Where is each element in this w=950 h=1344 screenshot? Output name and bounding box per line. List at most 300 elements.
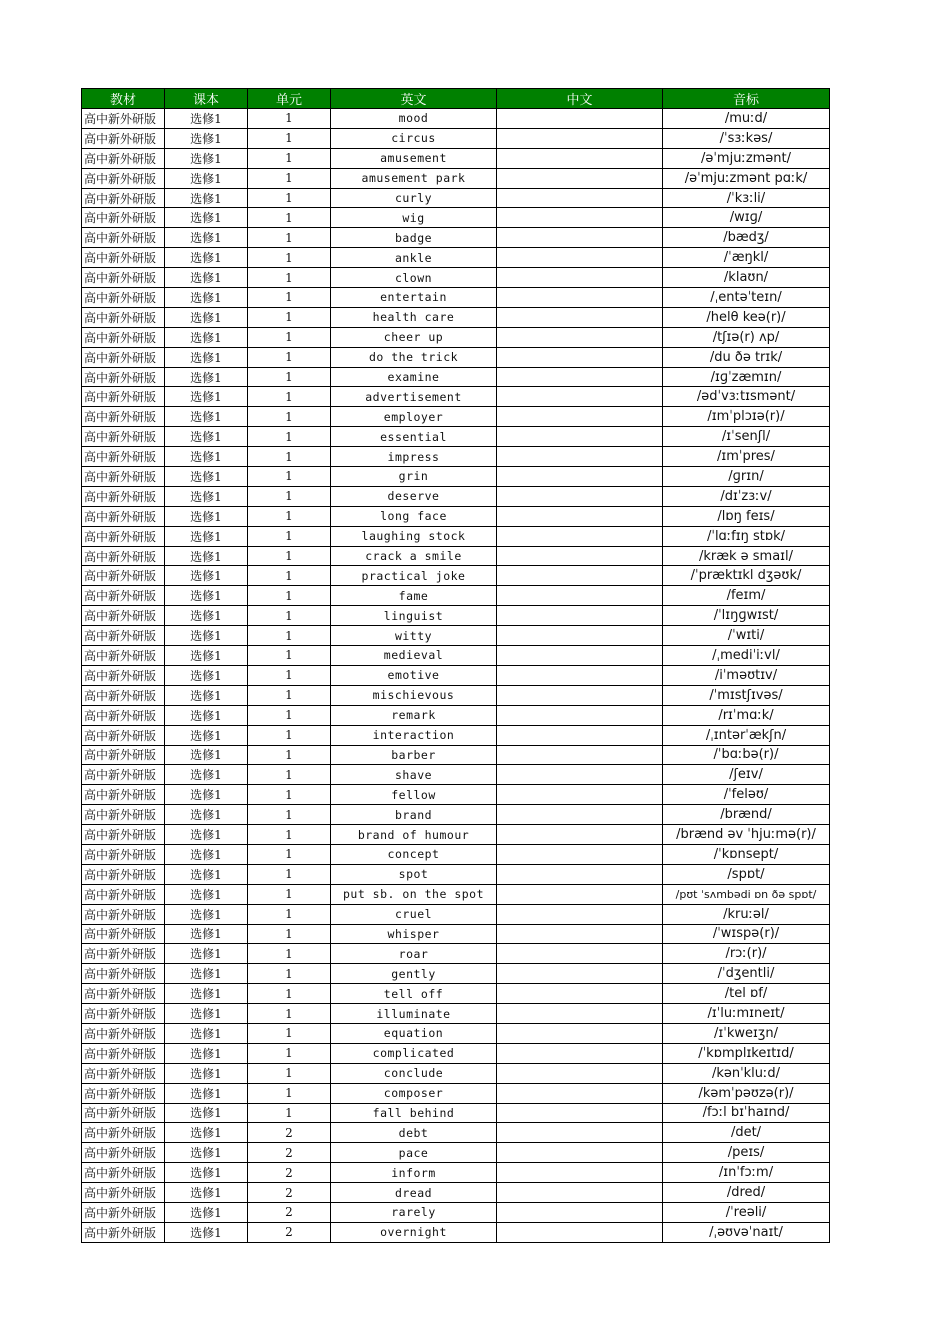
cell-english: amusement: [331, 148, 497, 168]
cell-phonetic: /wɪɡ/: [663, 208, 830, 228]
cell-english: examine: [331, 367, 497, 387]
cell-chinese: [497, 944, 663, 964]
table-row: [82, 1123, 830, 1143]
cell-chinese: [497, 128, 663, 148]
cell-phonetic: /ˈwɪti/: [663, 626, 830, 646]
cell-english: fame: [331, 586, 497, 606]
cell-english: composer: [331, 1083, 497, 1103]
cell-english: linguist: [331, 606, 497, 626]
cell-phonetic: /ˈlɑːfɪŋ stɒk/: [663, 526, 830, 546]
cell-english: remark: [331, 705, 497, 725]
table-row: [82, 387, 830, 407]
cell-phonetic: /brænd əv ˈhjuːmə(r)/: [663, 825, 830, 845]
cell-volume: 选修1: [165, 248, 248, 268]
cell-phonetic: /ˈreəli/: [663, 1202, 830, 1222]
cell-chinese: [497, 168, 663, 188]
cell-volume: 选修1: [165, 188, 248, 208]
cell-unit: 1: [248, 805, 331, 825]
table-row: [82, 1063, 830, 1083]
cell-unit: 1: [248, 248, 331, 268]
cell-volume: 选修1: [165, 168, 248, 188]
cell-unit: 1: [248, 1043, 331, 1063]
cell-unit: 1: [248, 427, 331, 447]
cell-english: long face: [331, 506, 497, 526]
cell-phonetic: /kræk ə smaɪl/: [663, 546, 830, 566]
cell-english: fellow: [331, 785, 497, 805]
cell-textbook: 高中新外研版: [82, 904, 165, 924]
table-row: [82, 646, 830, 666]
cell-chinese: [497, 1063, 663, 1083]
cell-phonetic: /tʃɪə(r) ʌp/: [663, 327, 830, 347]
table-row: [82, 944, 830, 964]
cell-phonetic: /ˈsɜːkəs/: [663, 128, 830, 148]
cell-textbook: 高中新外研版: [82, 427, 165, 447]
table-row: [82, 347, 830, 367]
table-row: [82, 467, 830, 487]
cell-volume: 选修1: [165, 288, 248, 308]
table-row: [82, 228, 830, 248]
cell-chinese: [497, 566, 663, 586]
table-row: [82, 904, 830, 924]
cell-unit: 1: [248, 606, 331, 626]
cell-chinese: [497, 327, 663, 347]
cell-chinese: [497, 307, 663, 327]
cell-chinese: [497, 1163, 663, 1183]
cell-chinese: [497, 964, 663, 984]
cell-chinese: [497, 1183, 663, 1203]
table-row: [82, 1043, 830, 1063]
cell-phonetic: /ˈdʒentli/: [663, 964, 830, 984]
table-row: [82, 586, 830, 606]
cell-chinese: [497, 228, 663, 248]
cell-phonetic: /ɪɡˈzæmɪn/: [663, 367, 830, 387]
cell-unit: 2: [248, 1163, 331, 1183]
cell-volume: 选修1: [165, 526, 248, 546]
cell-textbook: 高中新外研版: [82, 765, 165, 785]
cell-phonetic: /ɪˈkweɪʒn/: [663, 1023, 830, 1043]
table-row: [82, 367, 830, 387]
cell-volume: 选修1: [165, 506, 248, 526]
cell-textbook: 高中新外研版: [82, 128, 165, 148]
cell-textbook: 高中新外研版: [82, 307, 165, 327]
cell-english: pace: [331, 1143, 497, 1163]
table-row: [82, 128, 830, 148]
cell-chinese: [497, 248, 663, 268]
cell-volume: 选修1: [165, 467, 248, 487]
cell-chinese: [497, 109, 663, 129]
cell-volume: 选修1: [165, 347, 248, 367]
cell-unit: 2: [248, 1183, 331, 1203]
cell-chinese: [497, 1023, 663, 1043]
table-row: [82, 526, 830, 546]
cell-volume: 选修1: [165, 785, 248, 805]
table-row: [82, 705, 830, 725]
cell-chinese: [497, 984, 663, 1004]
cell-unit: 1: [248, 944, 331, 964]
cell-unit: 1: [248, 486, 331, 506]
cell-phonetic: /ɪˈluːmɪneɪt/: [663, 1004, 830, 1024]
cell-chinese: [497, 745, 663, 765]
cell-textbook: 高中新外研版: [82, 546, 165, 566]
cell-volume: 选修1: [165, 745, 248, 765]
cell-textbook: 高中新外研版: [82, 1004, 165, 1024]
cell-volume: 选修1: [165, 924, 248, 944]
cell-volume: 选修1: [165, 685, 248, 705]
cell-textbook: 高中新外研版: [82, 407, 165, 427]
cell-textbook: 高中新外研版: [82, 1123, 165, 1143]
cell-english: essential: [331, 427, 497, 447]
cell-textbook: 高中新外研版: [82, 168, 165, 188]
table-row: [82, 486, 830, 506]
cell-chinese: [497, 1083, 663, 1103]
cell-chinese: [497, 467, 663, 487]
cell-english: emotive: [331, 665, 497, 685]
cell-textbook: 高中新外研版: [82, 586, 165, 606]
cell-english: roar: [331, 944, 497, 964]
table-row: [82, 685, 830, 705]
cell-volume: 选修1: [165, 566, 248, 586]
cell-phonetic: /dɪˈzɜːv/: [663, 486, 830, 506]
table-row: [82, 546, 830, 566]
cell-phonetic: /muːd/: [663, 109, 830, 129]
cell-volume: 选修1: [165, 1004, 248, 1024]
cell-volume: 选修1: [165, 725, 248, 745]
cell-textbook: 高中新外研版: [82, 665, 165, 685]
cell-volume: 选修1: [165, 268, 248, 288]
cell-unit: 1: [248, 168, 331, 188]
cell-english: illuminate: [331, 1004, 497, 1024]
cell-unit: 1: [248, 307, 331, 327]
cell-phonetic: /brænd/: [663, 805, 830, 825]
cell-chinese: [497, 805, 663, 825]
cell-phonetic: /kəmˈpəʊzə(r)/: [663, 1083, 830, 1103]
cell-english: tell off: [331, 984, 497, 1004]
cell-unit: 1: [248, 268, 331, 288]
cell-english: mischievous: [331, 685, 497, 705]
cell-volume: 选修1: [165, 208, 248, 228]
cell-unit: 1: [248, 128, 331, 148]
cell-english: crack a smile: [331, 546, 497, 566]
cell-volume: 选修1: [165, 546, 248, 566]
cell-volume: 选修1: [165, 307, 248, 327]
table-row: [82, 168, 830, 188]
cell-unit: 1: [248, 1083, 331, 1103]
cell-volume: 选修1: [165, 1163, 248, 1183]
cell-volume: 选修1: [165, 427, 248, 447]
cell-unit: 1: [248, 984, 331, 1004]
cell-english: clown: [331, 268, 497, 288]
cell-unit: 1: [248, 864, 331, 884]
table-row: [82, 1023, 830, 1043]
cell-english: gently: [331, 964, 497, 984]
cell-volume: 选修1: [165, 109, 248, 129]
table-row: [82, 805, 830, 825]
cell-textbook: 高中新外研版: [82, 1163, 165, 1183]
cell-unit: 1: [248, 148, 331, 168]
cell-phonetic: /ˌentəˈteɪn/: [663, 288, 830, 308]
cell-english: dread: [331, 1183, 497, 1203]
cell-phonetic: /feɪm/: [663, 586, 830, 606]
table-row: [82, 725, 830, 745]
cell-unit: 1: [248, 626, 331, 646]
cell-english: advertisement: [331, 387, 497, 407]
cell-phonetic: /ɪnˈfɔːm/: [663, 1163, 830, 1183]
cell-unit: 1: [248, 526, 331, 546]
header-phonetic: 音标: [663, 89, 830, 109]
cell-volume: 选修1: [165, 805, 248, 825]
table-row: [82, 765, 830, 785]
cell-textbook: 高中新外研版: [82, 486, 165, 506]
cell-volume: 选修1: [165, 705, 248, 725]
cell-volume: 选修1: [165, 1063, 248, 1083]
cell-chinese: [497, 864, 663, 884]
cell-textbook: 高中新外研版: [82, 228, 165, 248]
table-row: [82, 1143, 830, 1163]
cell-volume: 选修1: [165, 864, 248, 884]
cell-unit: 1: [248, 1023, 331, 1043]
table-row: [82, 188, 830, 208]
cell-unit: 1: [248, 646, 331, 666]
cell-textbook: 高中新外研版: [82, 864, 165, 884]
cell-unit: 1: [248, 387, 331, 407]
cell-chinese: [497, 924, 663, 944]
cell-unit: 1: [248, 546, 331, 566]
cell-english: do the trick: [331, 347, 497, 367]
cell-textbook: 高中新外研版: [82, 725, 165, 745]
cell-phonetic: /helθ keə(r)/: [663, 307, 830, 327]
cell-english: barber: [331, 745, 497, 765]
cell-english: practical joke: [331, 566, 497, 586]
cell-english: inform: [331, 1163, 497, 1183]
cell-textbook: 高中新外研版: [82, 984, 165, 1004]
cell-unit: 1: [248, 447, 331, 467]
cell-textbook: 高中新外研版: [82, 825, 165, 845]
cell-textbook: 高中新外研版: [82, 367, 165, 387]
cell-volume: 选修1: [165, 1143, 248, 1163]
cell-phonetic: /fɔːl bɪˈhaɪnd/: [663, 1103, 830, 1123]
cell-phonetic: /spɒt/: [663, 864, 830, 884]
header-row: [82, 89, 830, 109]
cell-unit: 1: [248, 705, 331, 725]
cell-phonetic: /kruːəl/: [663, 904, 830, 924]
cell-phonetic: /tel ɒf/: [663, 984, 830, 1004]
cell-textbook: 高中新外研版: [82, 327, 165, 347]
cell-phonetic: /ɪˈsenʃl/: [663, 427, 830, 447]
table-row: [82, 745, 830, 765]
cell-textbook: 高中新外研版: [82, 148, 165, 168]
table-row: [82, 447, 830, 467]
cell-volume: 选修1: [165, 1183, 248, 1203]
cell-phonetic: /rɔː(r)/: [663, 944, 830, 964]
table-row: [82, 407, 830, 427]
cell-phonetic: /ˈmɪstʃɪvəs/: [663, 685, 830, 705]
cell-english: cheer up: [331, 327, 497, 347]
cell-english: brand: [331, 805, 497, 825]
cell-chinese: [497, 586, 663, 606]
cell-volume: 选修1: [165, 387, 248, 407]
cell-english: brand of humour: [331, 825, 497, 845]
table-row: [82, 1202, 830, 1222]
cell-unit: 2: [248, 1202, 331, 1222]
cell-unit: 2: [248, 1143, 331, 1163]
cell-phonetic: /ɡrɪn/: [663, 467, 830, 487]
cell-phonetic: /ˈkɒnsept/: [663, 844, 830, 864]
table-row: [82, 1103, 830, 1123]
cell-phonetic: /klaʊn/: [663, 268, 830, 288]
cell-english: grin: [331, 467, 497, 487]
cell-volume: 选修1: [165, 984, 248, 1004]
cell-volume: 选修1: [165, 128, 248, 148]
cell-phonetic: /ˈkɒmplɪkeɪtɪd/: [663, 1043, 830, 1063]
cell-chinese: [497, 725, 663, 745]
cell-unit: 1: [248, 844, 331, 864]
cell-textbook: 高中新外研版: [82, 109, 165, 129]
cell-english: medieval: [331, 646, 497, 666]
table-row: [82, 964, 830, 984]
cell-chinese: [497, 1103, 663, 1123]
cell-phonetic: /ˈlɪŋɡwɪst/: [663, 606, 830, 626]
cell-volume: 选修1: [165, 844, 248, 864]
cell-unit: 1: [248, 347, 331, 367]
cell-chinese: [497, 526, 663, 546]
cell-unit: 2: [248, 1123, 331, 1143]
cell-unit: 1: [248, 407, 331, 427]
cell-volume: 选修1: [165, 148, 248, 168]
cell-unit: 1: [248, 288, 331, 308]
cell-chinese: [497, 367, 663, 387]
cell-volume: 选修1: [165, 327, 248, 347]
table-row: [82, 884, 830, 904]
cell-unit: 1: [248, 725, 331, 745]
cell-volume: 选修1: [165, 646, 248, 666]
cell-unit: 1: [248, 964, 331, 984]
cell-textbook: 高中新外研版: [82, 188, 165, 208]
cell-phonetic: /du ðə trɪk/: [663, 347, 830, 367]
cell-textbook: 高中新外研版: [82, 745, 165, 765]
cell-volume: 选修1: [165, 626, 248, 646]
table-row: [82, 566, 830, 586]
table-row: [82, 924, 830, 944]
cell-english: mood: [331, 109, 497, 129]
cell-unit: 1: [248, 685, 331, 705]
cell-volume: 选修1: [165, 586, 248, 606]
header-english: 英文: [331, 89, 497, 109]
cell-volume: 选修1: [165, 825, 248, 845]
cell-chinese: [497, 785, 663, 805]
table-row: [82, 785, 830, 805]
cell-english: overnight: [331, 1222, 497, 1242]
header-volume: 课本: [165, 89, 248, 109]
cell-chinese: [497, 626, 663, 646]
cell-english: badge: [331, 228, 497, 248]
cell-unit: 1: [248, 884, 331, 904]
cell-phonetic: /ˈkɜːli/: [663, 188, 830, 208]
cell-english: interaction: [331, 725, 497, 745]
cell-chinese: [497, 1004, 663, 1024]
cell-chinese: [497, 1143, 663, 1163]
cell-chinese: [497, 765, 663, 785]
cell-chinese: [497, 665, 663, 685]
cell-english: curly: [331, 188, 497, 208]
cell-textbook: 高中新外研版: [82, 467, 165, 487]
cell-english: employer: [331, 407, 497, 427]
cell-textbook: 高中新外研版: [82, 785, 165, 805]
cell-textbook: 高中新外研版: [82, 884, 165, 904]
table-row: [82, 109, 830, 129]
cell-volume: 选修1: [165, 486, 248, 506]
cell-english: ankle: [331, 248, 497, 268]
cell-chinese: [497, 347, 663, 367]
cell-english: debt: [331, 1123, 497, 1143]
cell-unit: 1: [248, 467, 331, 487]
cell-unit: 1: [248, 327, 331, 347]
cell-chinese: [497, 427, 663, 447]
cell-chinese: [497, 546, 663, 566]
cell-volume: 选修1: [165, 367, 248, 387]
cell-unit: 1: [248, 367, 331, 387]
cell-english: concept: [331, 844, 497, 864]
cell-chinese: [497, 447, 663, 467]
table-row: [82, 864, 830, 884]
cell-chinese: [497, 1123, 663, 1143]
cell-english: laughing stock: [331, 526, 497, 546]
header-unit: 单元: [248, 89, 331, 109]
cell-textbook: 高中新外研版: [82, 526, 165, 546]
cell-phonetic: /ˌəʊvəˈnaɪt/: [663, 1222, 830, 1242]
cell-volume: 选修1: [165, 447, 248, 467]
cell-textbook: 高中新外研版: [82, 1023, 165, 1043]
cell-english: conclude: [331, 1063, 497, 1083]
cell-volume: 选修1: [165, 1023, 248, 1043]
cell-volume: 选修1: [165, 407, 248, 427]
cell-unit: 1: [248, 109, 331, 129]
cell-phonetic: /pʊt ˈsʌmbədi ɒn ðə spɒt/: [663, 884, 830, 904]
cell-phonetic: /ɪmˈplɔɪə(r)/: [663, 407, 830, 427]
table-row: [82, 665, 830, 685]
cell-chinese: [497, 844, 663, 864]
cell-unit: 1: [248, 228, 331, 248]
cell-phonetic: /ˌmediˈiːvl/: [663, 646, 830, 666]
cell-phonetic: /ˈbɑːbə(r)/: [663, 745, 830, 765]
cell-chinese: [497, 268, 663, 288]
table-row: [82, 626, 830, 646]
cell-chinese: [497, 904, 663, 924]
cell-textbook: 高中新外研版: [82, 924, 165, 944]
cell-textbook: 高中新外研版: [82, 387, 165, 407]
cell-phonetic: /ˈwɪspə(r)/: [663, 924, 830, 944]
cell-english: cruel: [331, 904, 497, 924]
cell-textbook: 高中新外研版: [82, 566, 165, 586]
cell-volume: 选修1: [165, 228, 248, 248]
cell-phonetic: /lɒŋ feɪs/: [663, 506, 830, 526]
cell-volume: 选修1: [165, 1083, 248, 1103]
cell-english: whisper: [331, 924, 497, 944]
cell-textbook: 高中新外研版: [82, 248, 165, 268]
cell-textbook: 高中新外研版: [82, 447, 165, 467]
table-row: [82, 148, 830, 168]
cell-textbook: 高中新外研版: [82, 208, 165, 228]
cell-english: impress: [331, 447, 497, 467]
cell-phonetic: /ˌɪntərˈækʃn/: [663, 725, 830, 745]
cell-textbook: 高中新外研版: [82, 705, 165, 725]
cell-phonetic: /peɪs/: [663, 1143, 830, 1163]
cell-volume: 选修1: [165, 964, 248, 984]
cell-unit: 1: [248, 506, 331, 526]
cell-textbook: 高中新外研版: [82, 1222, 165, 1242]
cell-textbook: 高中新外研版: [82, 805, 165, 825]
cell-volume: 选修1: [165, 765, 248, 785]
cell-english: deserve: [331, 486, 497, 506]
